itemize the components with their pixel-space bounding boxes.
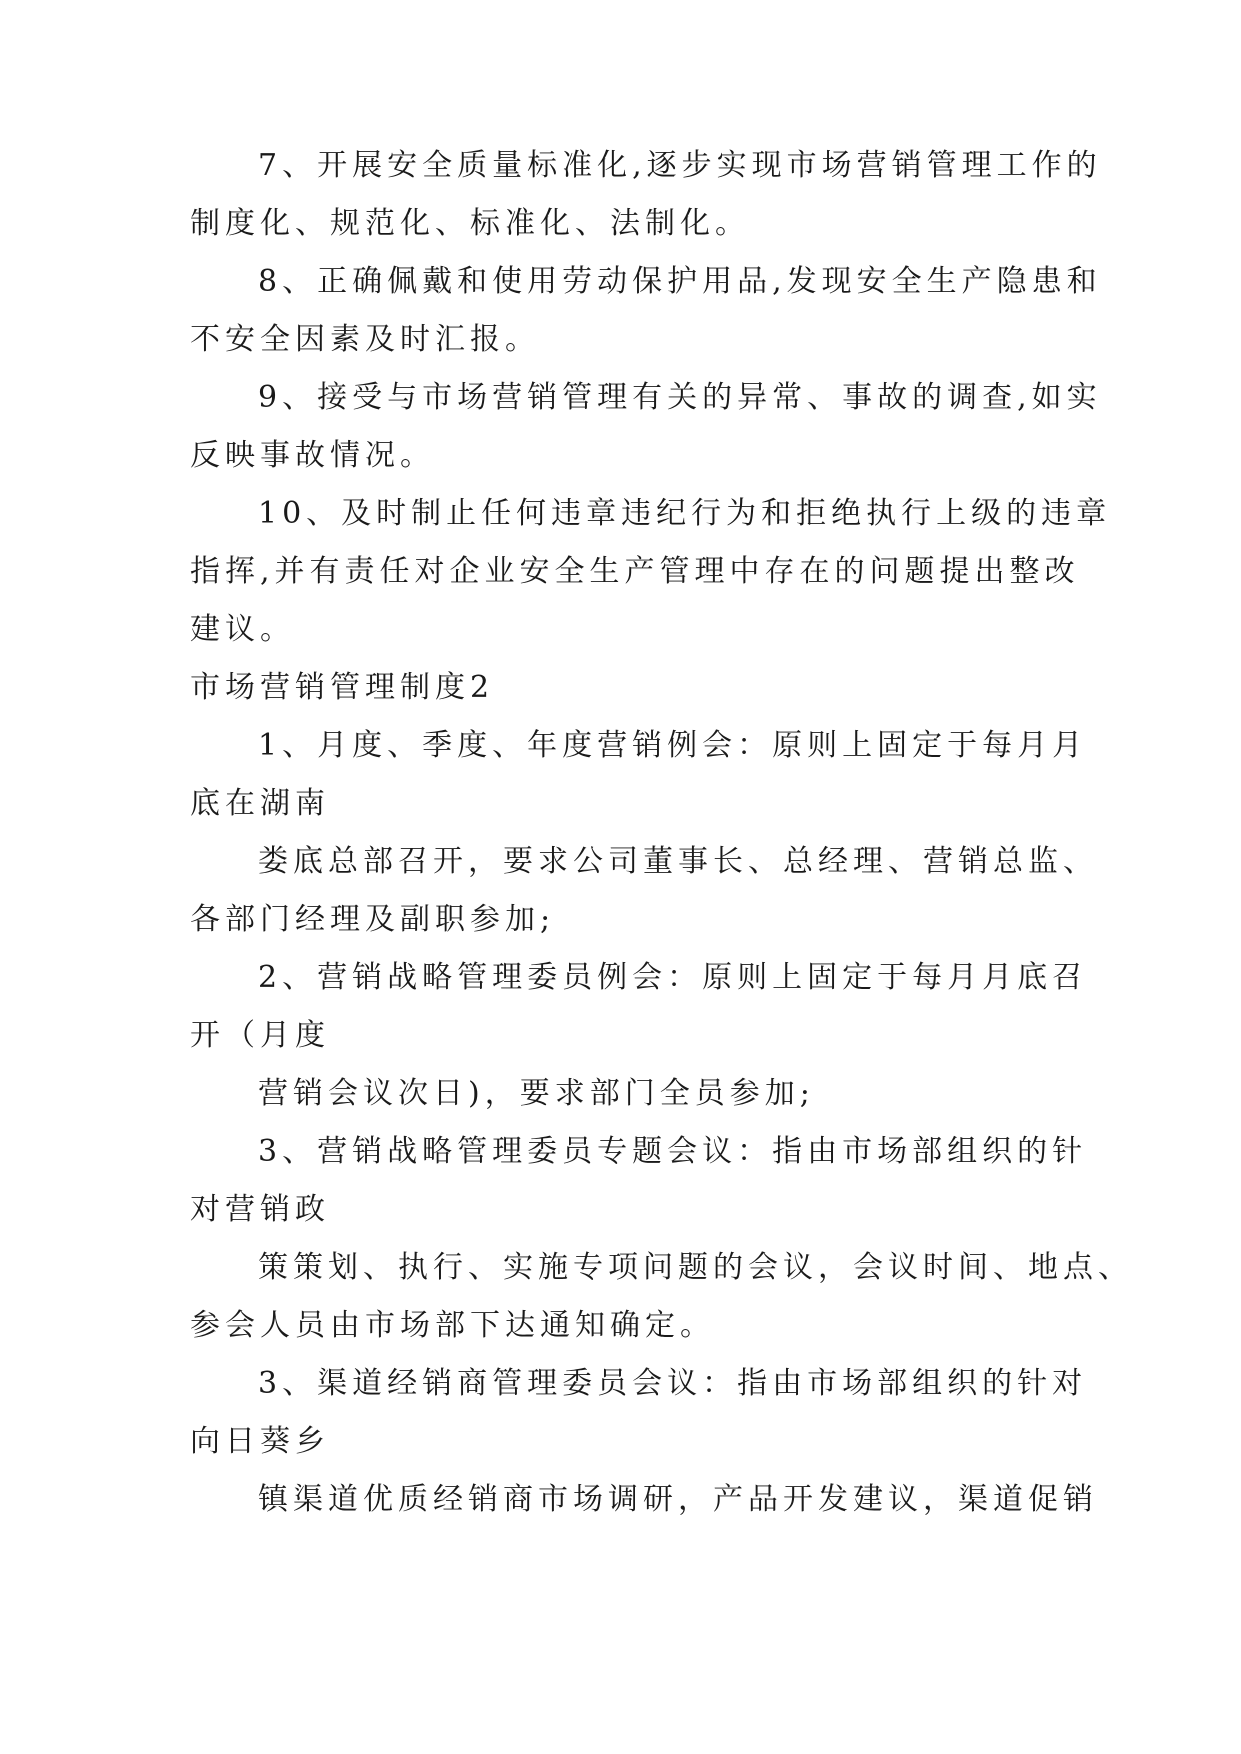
- text-line: 不安全因素及时汇报。: [190, 322, 540, 357]
- text-line: 2、营销战略管理委员例会：原则上固定于每月月底召: [258, 960, 1088, 995]
- text-line: 策策划、执行、实施专项问题的会议，会议时间、地点、: [258, 1250, 1133, 1285]
- text-line: 3、渠道经销商管理委员会议：指由市场部组织的针对: [258, 1366, 1088, 1401]
- text-line: 8、正确佩戴和使用劳动保护用品,发现安全生产隐患和: [258, 264, 1102, 299]
- section-heading: 市场营销管理制度2: [190, 670, 495, 705]
- text-line: 反映事故情况。: [190, 438, 435, 473]
- text-line: 参会人员由市场部下达通知确定。: [190, 1308, 715, 1343]
- text-line: 制度化、规范化、标准化、法制化。: [190, 206, 750, 241]
- text-line: 营销会议次日)，要求部门全员参加;: [258, 1076, 815, 1111]
- text-line: 镇渠道优质经销商市场调研，产品开发建议，渠道促销: [258, 1482, 1098, 1517]
- text-line: 7、开展安全质量标准化,逐步实现市场营销管理工作的: [258, 148, 1102, 183]
- text-line: 10、及时制止任何违章违纪行为和拒绝执行上级的违章: [258, 496, 1112, 531]
- text-line: 对营销政: [190, 1192, 330, 1227]
- text-line: 各部门经理及副职参加;: [190, 902, 556, 937]
- text-line: 开（月度: [190, 1018, 330, 1053]
- text-line: 3、营销战略管理委员专题会议：指由市场部组织的针: [258, 1134, 1088, 1169]
- text-line: 指挥,并有责任对企业安全生产管理中存在的问题提出整改: [190, 554, 1080, 589]
- text-line: 娄底总部召开，要求公司董事长、总经理、营销总监、: [258, 844, 1098, 879]
- text-line: 9、接受与市场营销管理有关的异常、事故的调查,如实: [258, 380, 1102, 415]
- text-line: 底在湖南: [190, 786, 330, 821]
- text-line: 建议。: [190, 612, 295, 647]
- text-line: 向日葵乡: [190, 1424, 330, 1459]
- text-line: 1、月度、季度、年度营销例会：原则上固定于每月月: [258, 728, 1088, 763]
